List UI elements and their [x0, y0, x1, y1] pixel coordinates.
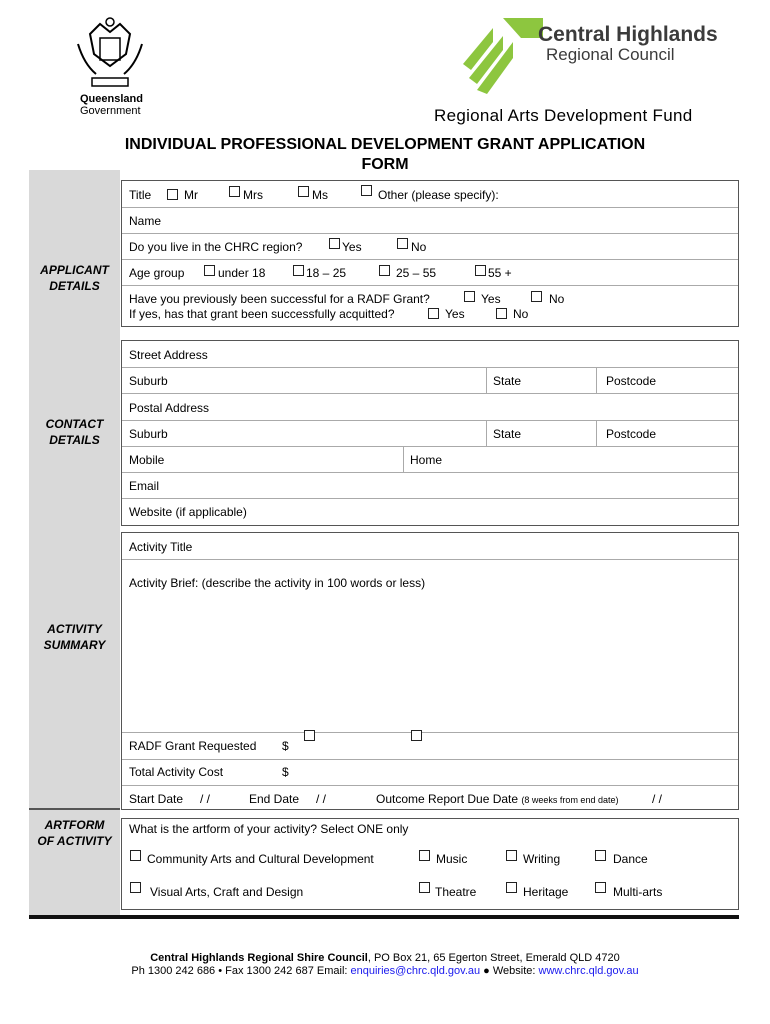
artform-question: What is the artform of your activity? Select ONE only — [129, 822, 409, 836]
artform-heritage-checkbox[interactable] — [506, 882, 517, 893]
row-divider — [122, 259, 738, 260]
acquitted-question: If yes, has that grant been successfully acquitted? — [129, 307, 395, 321]
form-title — [60, 135, 710, 175]
stray-checkbox[interactable] — [411, 730, 422, 741]
suburb-label[interactable]: Suburb — [129, 374, 168, 388]
footer-org: Central Highlands Regional Shire Council — [150, 952, 368, 964]
footer-website-link[interactable]: www.chrc.qld.gov.au — [538, 965, 639, 977]
row-divider — [122, 285, 738, 286]
artform-writing-checkbox[interactable] — [506, 850, 517, 861]
artform-theatre-checkbox[interactable] — [419, 882, 430, 893]
artform-label-line2: OF ACTIVITY — [37, 834, 112, 848]
state-label[interactable]: State — [493, 374, 522, 388]
age-under18-checkbox[interactable] — [204, 265, 215, 276]
title-mr-checkbox[interactable] — [167, 189, 178, 200]
form-title-line1: INDIVIDUAL PROFESSIONAL DEVELOPMENT GRANT APPLICATION — [124, 136, 646, 153]
activity-brief-label[interactable]: Activity Brief: (describe the activity in 100 words or less) — [129, 576, 426, 590]
artform-section-label — [29, 817, 120, 849]
title-ms-label: Ms — [312, 188, 328, 202]
row-divider — [122, 207, 738, 208]
artform-visual-checkbox[interactable] — [130, 882, 141, 893]
contact-label-line2: DETAILS — [49, 433, 100, 447]
radf-yes-checkbox[interactable] — [464, 291, 475, 302]
region-no-label: No — [411, 240, 427, 254]
council-name: Central Highlands — [538, 23, 718, 46]
postal-suburb-label[interactable]: Suburb — [129, 427, 168, 441]
footer-email-link[interactable]: enquiries@chrc.qld.gov.au — [350, 965, 481, 977]
grant-dollar-sign: $ — [282, 739, 289, 753]
region-yes-label: Yes — [342, 240, 362, 254]
street-address-label[interactable]: Street Address — [129, 348, 208, 362]
council-logo-icon — [463, 18, 543, 94]
end-date-separator: / / — [316, 792, 327, 806]
artform-multiarts-label: Multi-arts — [613, 885, 663, 899]
postal-state-label[interactable]: State — [493, 427, 522, 441]
row-divider — [122, 420, 738, 421]
postal-postcode-label[interactable]: Postcode — [606, 427, 657, 441]
artform-dance-checkbox[interactable] — [595, 850, 606, 861]
activity-section-label — [29, 621, 120, 653]
acquitted-no-checkbox[interactable] — [496, 308, 507, 319]
age-55plus-label: 55 + — [488, 266, 512, 280]
title-label: Title — [129, 188, 152, 202]
acquitted-no-label: No — [513, 307, 529, 321]
footer-email-label: Email: — [316, 965, 348, 977]
total-dollar-sign: $ — [282, 765, 289, 779]
artform-writing-label: Writing — [523, 852, 561, 866]
activity-title-label[interactable]: Activity Title — [129, 540, 193, 554]
footer-address: , PO Box 21, 65 Egerton Street, Emerald QLD 4720 — [367, 952, 620, 964]
title-mrs-label: Mrs — [243, 188, 263, 202]
artform-dance-label: Dance — [613, 852, 648, 866]
bottom-rule — [29, 915, 739, 919]
website-label[interactable]: Website (if applicable) — [129, 505, 247, 519]
footer-website-label: ● Website: — [483, 965, 536, 977]
row-divider — [122, 393, 738, 394]
contact-details-box — [121, 340, 739, 526]
footer-phone-fax: Ph 1300 242 686 • Fax 1300 242 687 — [131, 965, 314, 977]
grant-requested-label[interactable]: RADF Grant Requested — [129, 739, 257, 753]
title-other-label: Other (please specify): — [378, 188, 499, 202]
outcome-date-text: Outcome Report Due Date — [376, 792, 519, 806]
applicant-section-label — [29, 262, 120, 294]
stray-checkbox[interactable] — [304, 730, 315, 741]
qld-line1: Queensland — [80, 93, 143, 105]
cell-divider — [486, 367, 487, 393]
cell-divider — [596, 367, 597, 393]
artform-theatre-label: Theatre — [435, 885, 477, 899]
artform-label-line1: ARTFORM — [44, 818, 105, 832]
age-25-55-label: 25 – 55 — [396, 266, 437, 280]
radf-question: Have you previously been successful for a RADF Grant? — [129, 292, 430, 306]
sidebar-divider — [29, 808, 120, 810]
home-phone-label[interactable]: Home — [410, 453, 443, 467]
council-subname: Regional Council — [546, 45, 675, 64]
row-divider — [122, 785, 738, 786]
qld-line2: Government — [80, 105, 141, 117]
row-divider — [122, 472, 738, 473]
footer-contact-line — [0, 965, 770, 977]
acquitted-yes-checkbox[interactable] — [428, 308, 439, 319]
row-divider — [122, 759, 738, 760]
age-under18-label: under 18 — [218, 266, 266, 280]
activity-label-line1: ACTIVITY — [47, 622, 102, 636]
row-divider — [122, 498, 738, 499]
form-title-line2: FORM — [361, 156, 409, 173]
outcome-date-note: (8 weeks from end date) — [521, 795, 619, 805]
row-divider — [122, 233, 738, 234]
applicant-label-line2: DETAILS — [49, 279, 100, 293]
email-label[interactable]: Email — [129, 479, 160, 493]
radf-yes-label: Yes — [481, 292, 501, 306]
artform-music-label: Music — [436, 852, 468, 866]
mobile-label[interactable]: Mobile — [129, 453, 165, 467]
end-date-label[interactable]: End Date — [249, 792, 300, 806]
artform-music-checkbox[interactable] — [419, 850, 430, 861]
contact-section-label — [29, 416, 120, 448]
acquitted-yes-label: Yes — [445, 307, 465, 321]
title-other-checkbox[interactable] — [361, 185, 372, 196]
cell-divider — [596, 420, 597, 446]
age-18-25-checkbox[interactable] — [293, 265, 304, 276]
name-label: Name — [129, 214, 162, 228]
region-no-checkbox[interactable] — [397, 238, 408, 249]
region-question: Do you live in the CHRC region? — [129, 240, 303, 254]
postal-address-label[interactable]: Postal Address — [129, 401, 210, 415]
artform-box — [121, 818, 739, 910]
age-label: Age group — [129, 266, 185, 280]
artform-community-checkbox[interactable] — [130, 850, 141, 861]
title-mrs-checkbox[interactable] — [229, 186, 240, 197]
age-18-25-label: 18 – 25 — [306, 266, 347, 280]
fund-title: Regional Arts Development Fund — [434, 106, 693, 125]
region-yes-checkbox[interactable] — [329, 238, 340, 249]
radf-no-checkbox[interactable] — [531, 291, 542, 302]
start-date-separator: / / — [200, 792, 211, 806]
artform-heritage-label: Heritage — [523, 885, 569, 899]
radf-no-label: No — [549, 292, 565, 306]
title-mr-label: Mr — [184, 188, 198, 202]
age-25-55-checkbox[interactable] — [379, 265, 390, 276]
title-ms-checkbox[interactable] — [298, 186, 309, 197]
cell-divider — [403, 446, 404, 472]
cell-divider — [486, 420, 487, 446]
footer-address-line — [0, 952, 770, 964]
activity-label-line2: SUMMARY — [43, 638, 106, 652]
row-divider — [122, 732, 738, 733]
queensland-crest-icon — [70, 14, 150, 98]
contact-label-line1: CONTACT — [45, 417, 104, 431]
applicant-label-line1: APPLICANT — [40, 263, 109, 277]
postcode-label[interactable]: Postcode — [606, 374, 657, 388]
applicant-details-box — [121, 180, 739, 327]
row-divider — [122, 559, 738, 560]
qld-govt-wordmark — [80, 93, 143, 117]
row-divider — [122, 367, 738, 368]
row-divider — [122, 446, 738, 447]
activity-summary-box — [121, 532, 739, 810]
outcome-date-label[interactable] — [376, 792, 618, 806]
artform-visual-label: Visual Arts, Craft and Design — [150, 885, 304, 899]
age-55plus-checkbox[interactable] — [475, 265, 486, 276]
artform-multiarts-checkbox[interactable] — [595, 882, 606, 893]
total-cost-label[interactable]: Total Activity Cost — [129, 765, 224, 779]
start-date-label[interactable]: Start Date — [129, 792, 184, 806]
outcome-date-separator: / / — [652, 792, 663, 806]
artform-community-label: Community Arts and Cultural Development — [147, 852, 374, 866]
